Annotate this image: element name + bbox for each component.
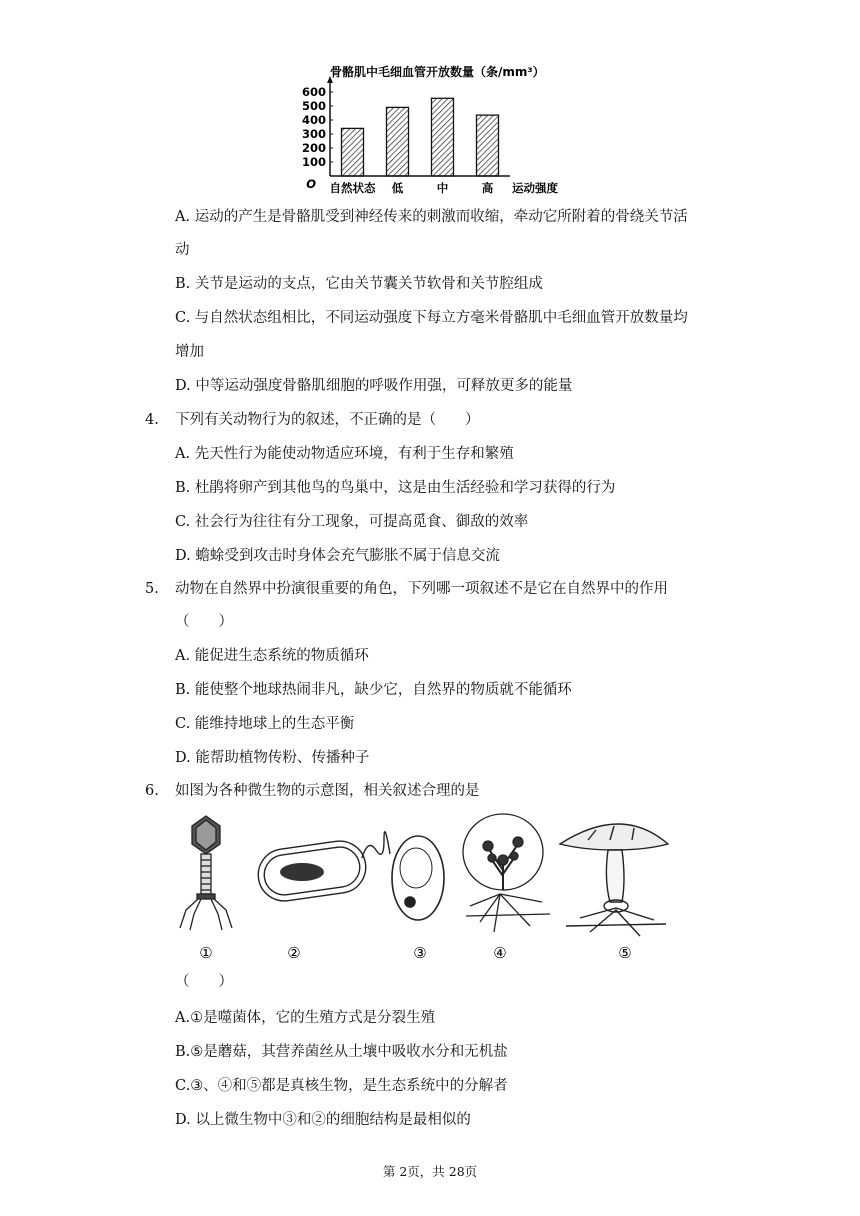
q6-stem: 如图为各种微生物的示意图，相关叙述合理的是 xyxy=(175,783,480,799)
bacteriophage-illustration xyxy=(180,816,232,930)
mushroom-illustration xyxy=(560,824,668,936)
q3-option-b: B. 关节是运动的支点，它由关节囊关节软骨和关节腔组成 xyxy=(175,276,543,292)
q4-number: 4. xyxy=(145,412,159,428)
figure-label-5: ⑤ xyxy=(618,944,632,962)
q5-option-d: D. 能帮助植物传粉、传播种子 xyxy=(175,750,370,766)
q6-paren: （ ） xyxy=(175,974,233,990)
q5-option-a: A. 能促进生态系统的物质循环 xyxy=(175,648,369,664)
q5-stem: 动物在自然界中扮演很重要的角色，下列哪一项叙述不是它在自然界中的作用 xyxy=(175,581,668,597)
x-axis-title: 运动强度 xyxy=(512,181,558,195)
figure-label-4: ④ xyxy=(493,944,507,962)
q5-number: 5. xyxy=(145,581,159,597)
q5-option-c: C. 能维持地球上的生态平衡 xyxy=(175,716,355,732)
y-tick-label: 500 xyxy=(301,99,326,113)
page-footer: 第 2页，共 28页 xyxy=(382,1164,478,1179)
x-tick-label: 中 xyxy=(436,181,449,195)
y-tick-label: O xyxy=(306,177,316,191)
q4-option-d: D. 蟾蜍受到攻击时身体会充气膨胀不属于信息交流 xyxy=(175,548,500,564)
y-tick-label: 300 xyxy=(301,127,326,141)
y-tick-label: 200 xyxy=(301,141,326,155)
x-tick-label: 低 xyxy=(391,181,404,195)
figure-label-3: ③ xyxy=(413,944,427,962)
bar-2 xyxy=(387,107,409,176)
y-tick-label: 100 xyxy=(301,155,326,169)
mold-illustration xyxy=(463,814,550,932)
x-tick-label: 高 xyxy=(481,181,494,195)
q4-option-b: B. 杜鹃将卵产到其他鸟的鸟巢中，这是由生活经验和学习获得的行为 xyxy=(175,480,616,496)
q5-stem-paren: （ ） xyxy=(175,614,233,630)
capillary-bar-chart xyxy=(290,58,580,198)
x-tick-label: 自然状态 xyxy=(329,181,376,195)
q5-option-b: B. 能使整个地球热闹非凡，缺少它，自然界的物质就不能循环 xyxy=(175,682,572,698)
yeast-cell-illustration xyxy=(392,836,444,920)
q4-option-c: C. 社会行为往往有分工现象，可提高觅食、御敌的效率 xyxy=(175,514,529,530)
q3-option-a-line1: A. 运动的产生是骨骼肌受到神经传来的刺激而收缩，牵动它所附着的骨绕关节活 xyxy=(175,209,688,225)
figure-label-1: ① xyxy=(199,944,213,962)
q6-option-d: D. 以上微生物中③和②的细胞结构是最相似的 xyxy=(175,1112,471,1128)
q6-option-a: A.①是噬菌体，它的生殖方式是分裂生殖 xyxy=(175,1010,436,1026)
y-tick-label: 600 xyxy=(301,85,326,99)
q3-option-c-line2: 增加 xyxy=(175,344,204,360)
bacterium-illustration xyxy=(255,832,390,905)
q3-option-c-line1: C. 与自然状态组相比，不同运动强度下每立方毫米骨骼肌中毛细血管开放数量均 xyxy=(175,310,688,326)
q6-number: 6. xyxy=(145,783,159,799)
microorganism-figure xyxy=(170,810,670,970)
q4-option-a: A. 先天性行为能使动物适应环境，有利于生存和繁殖 xyxy=(175,446,514,462)
q6-option-b: B.⑤是蘑菇，其营养菌丝从土壤中吸收水分和无机盐 xyxy=(175,1044,508,1060)
figure-label-2: ② xyxy=(287,944,301,962)
q4-stem: 下列有关动物行为的叙述，不正确的是（ ） xyxy=(175,412,480,428)
y-tick-label: 400 xyxy=(301,113,326,127)
bar-3 xyxy=(432,98,454,176)
q3-option-a-line2: 动 xyxy=(175,242,190,258)
q6-option-c: C.③、④和⑤都是真核生物，是生态系统中的分解者 xyxy=(175,1078,508,1094)
bar-4 xyxy=(477,115,499,176)
q3-option-d: D. 中等运动强度骨骼肌细胞的呼吸作用强，可释放更多的能量 xyxy=(175,378,573,394)
bar-1 xyxy=(342,128,364,176)
chart-title: 骨骼肌中毛细血管开放数量（条/mm³） xyxy=(330,65,545,79)
